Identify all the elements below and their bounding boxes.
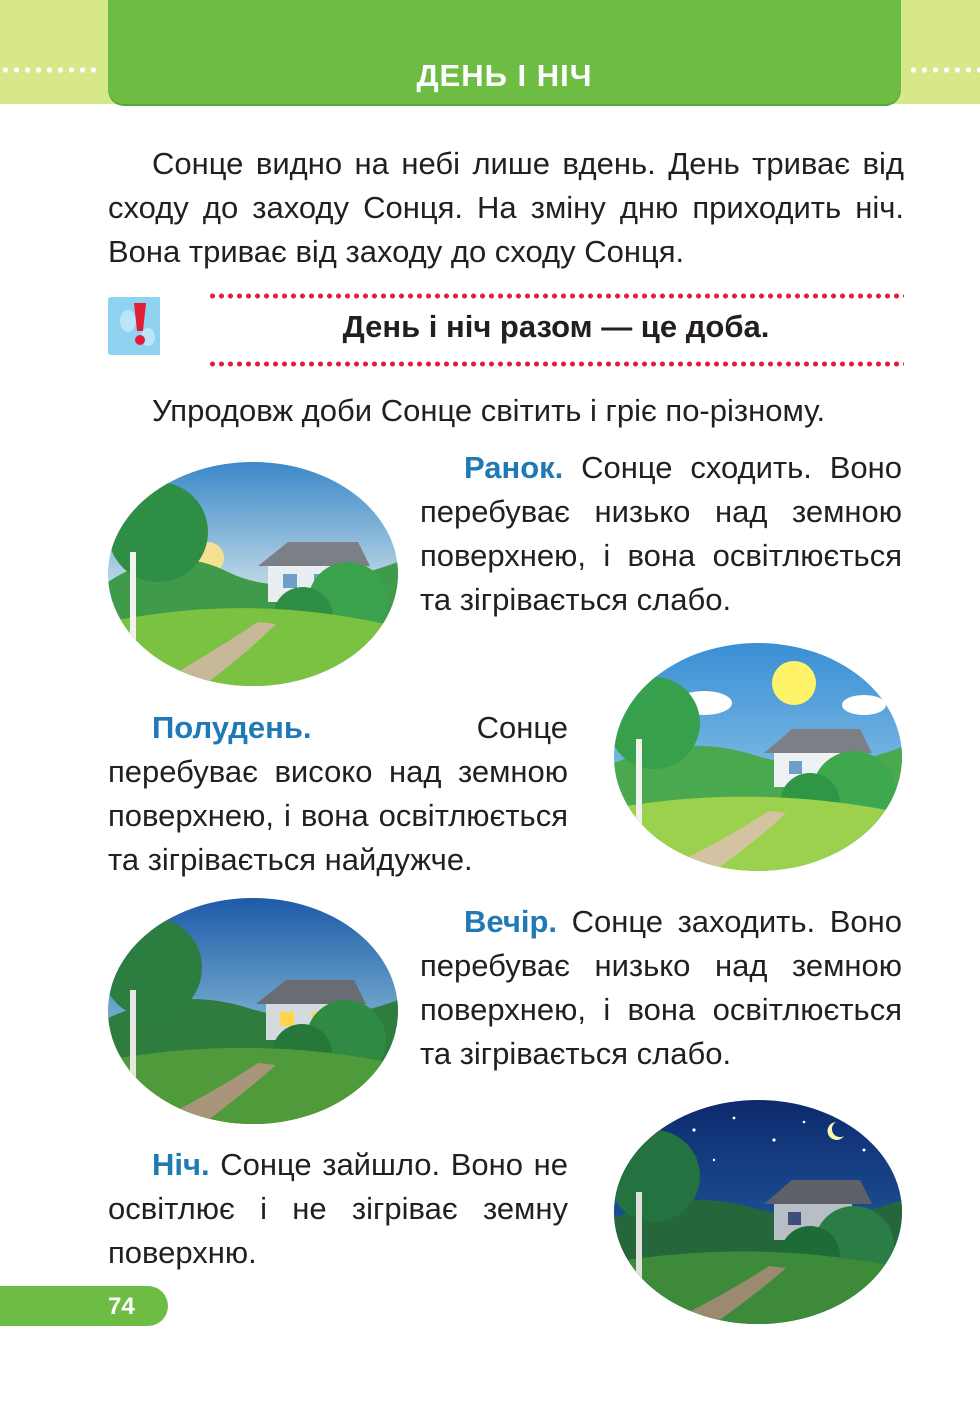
lead-text: Упродовж доби Сонце світить і гріє по-різному. [152, 393, 826, 428]
noon-term: Полудень. [152, 710, 312, 745]
night-text: Сонце зайшло. Воно не освітлює і не зігріває земну поверхню. [108, 1147, 568, 1270]
exclamation-icon [108, 297, 170, 355]
night-paragraph [108, 1143, 568, 1275]
noon-text: Сонце перебуває високо над земною поверхнею, і вона освітлюється та зігрівається найдужче. [108, 710, 568, 877]
noon-paragraph [108, 706, 568, 882]
page-number: 74 [108, 1293, 135, 1320]
intro-text: Сонце видно на небі лише вдень. День триває від сходу до заходу Сонця. На зміну дню приходить ніч. Вона триває від заходу до сходу Сонця. [108, 146, 904, 269]
night-term: Ніч. [152, 1147, 210, 1182]
decorative-dots-right [908, 66, 980, 74]
rule-dots-bottom [208, 360, 904, 368]
page-title: ДЕНЬ І НІЧ [416, 58, 593, 93]
decorative-dots-left [0, 66, 102, 74]
noon-scene [614, 643, 902, 871]
evening-scene [108, 898, 398, 1124]
intro-paragraph [108, 142, 904, 274]
evening-term: Вечір. [464, 904, 558, 939]
lead-paragraph [108, 389, 904, 433]
page-number-tab [0, 1286, 168, 1326]
morning-paragraph [420, 446, 902, 622]
evening-paragraph [420, 900, 902, 1076]
morning-term: Ранок. [464, 450, 564, 485]
rule-dots-top [208, 292, 904, 300]
rule-text: День і ніч разом — це доба. [342, 309, 770, 344]
morning-scene [108, 462, 398, 686]
morning-text: Сонце сходить. Воно перебуває низько над земною поверхнею, і вона освітлюється та зігрівається слабо. [420, 450, 902, 617]
evening-text: Сонце заходить. Воно перебуває низько над земною поверхнею, і вона освітлюється та зігрівається слабо. [420, 904, 902, 1071]
night-scene [614, 1100, 902, 1324]
title-bar [108, 0, 901, 104]
